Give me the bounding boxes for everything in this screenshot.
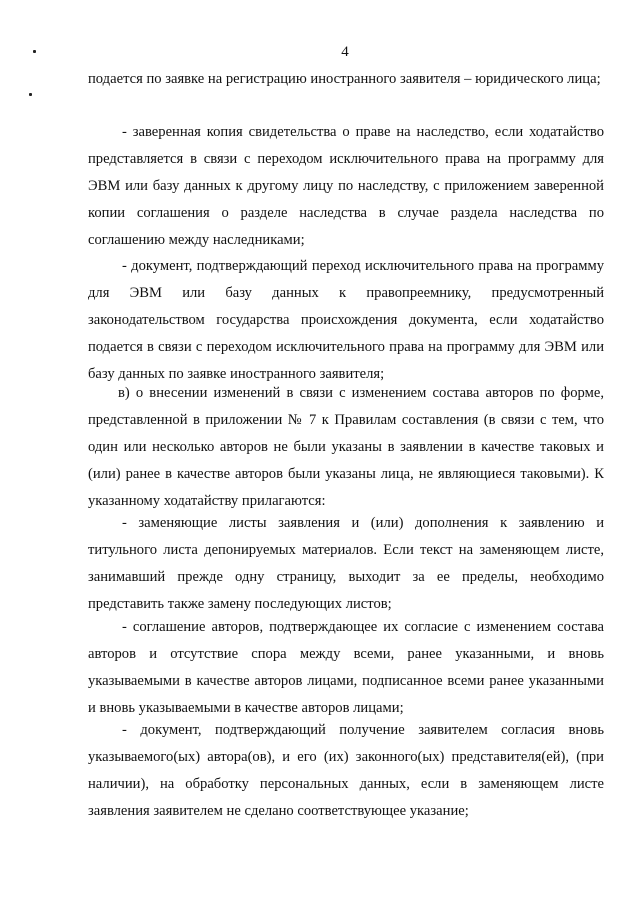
paragraph-continuation: подается по заявке на регистрацию иностранного заявителя – юридического лица; — [88, 71, 601, 87]
paragraph-authors-change: в) о внесении изменений в связи с изменением состава авторов по форме, представленной в приложении № 7 к Правилам составления (в связи с тем, что один или несколько авторов не были указаны в заявлении в качестве таковых и (или) ранее в качестве авторов были указаны лица, не являющиеся таковыми). К указанному ходатайству прилагаются: — [88, 385, 604, 509]
paragraph-successor-document: - документ, подтверждающий переход исключительного права на программу для ЭВМ или базу данных к правопреемнику, предусмотренный законодательством государства происхождения документа, если ходатайство подается в связи с переходом исключительного права на программу для ЭВМ или базу данных по заявке иностранного заявителя; — [88, 258, 604, 382]
paragraph-consent-document: - документ, подтверждающий получение заявителем согласия вновь указываемого(ых) автора(ов), и его (их) законного(ых) представителя(ей), (при наличии), на обработку персональных данных, если в заменяющем листе заявления заявителем не сделано соответствующее указание; — [88, 722, 604, 819]
paragraph-authors-agreement: - соглашение авторов, подтверждающее их согласие с изменением состава авторов и отсутствие спора между всеми, ранее указанными, и вновь указываемыми в качестве авторов лицами, подписанное всеми ранее указанными и вновь указываемыми в качестве авторов лицами; — [88, 619, 604, 716]
paragraph-replacement-sheets: - заменяющие листы заявления и (или) дополнения к заявлению и титульного листа депонируемых материалов. Если текст на заменяющем листе, занимавший прежде одну страницу, выходит за ее пределы, необходимо представить также замену последующих листов; — [88, 515, 604, 612]
paragraph-inheritance-certificate: - заверенная копия свидетельства о праве на наследство, если ходатайство представляется в связи с переходом исключительного права на программу для ЭВМ или базу данных к другому лицу по наследству, с приложением заверенной копии соглашения о разделе наследства в случае раздела наследства по соглашению между наследниками; — [88, 124, 604, 248]
scan-artifact-dot — [29, 93, 32, 96]
page-number: 4 — [341, 44, 349, 60]
